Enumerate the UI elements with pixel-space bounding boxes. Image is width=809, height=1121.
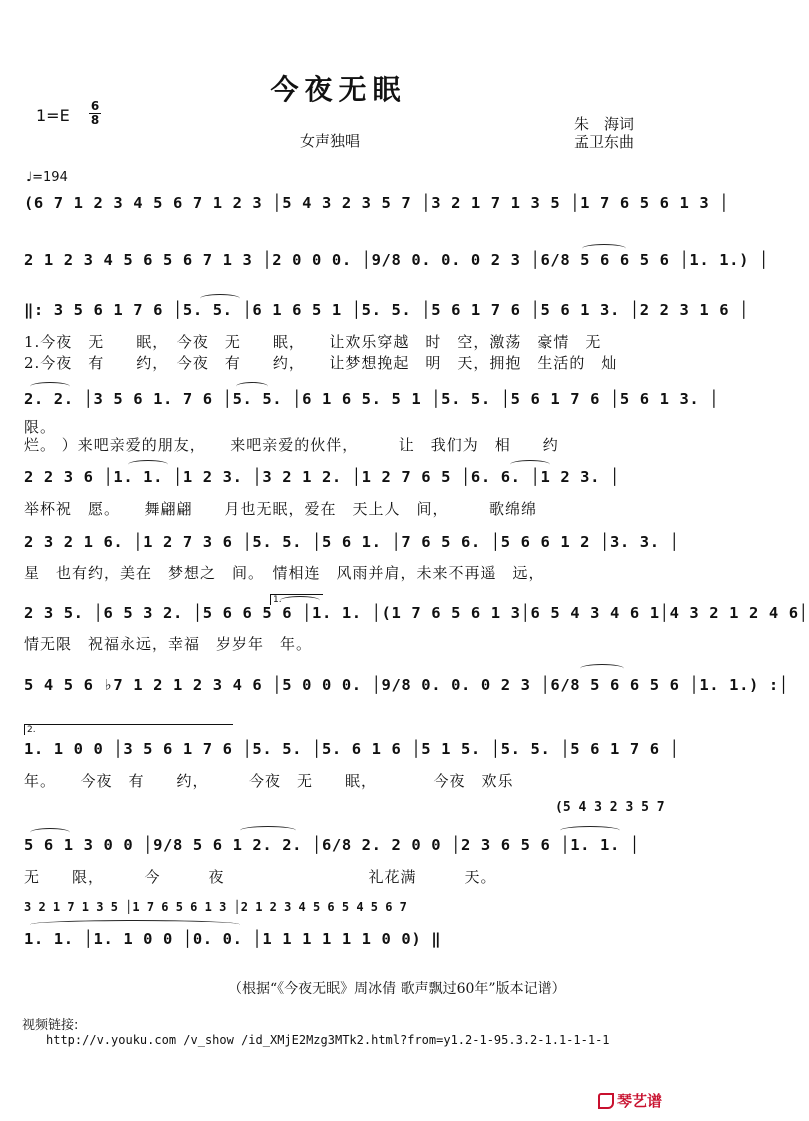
notation-row-7: 2 3 5. │6 5 3 2. │5 6 6 5 6 │1. 1. │(1 7 6 5 6 1 3│6 5 4 3 4 6 1│4 3 2 1 2 4 6│	[24, 604, 809, 622]
video-link-label: 视频链接:	[22, 1018, 79, 1033]
insert-passage-bottom: 3 2 1 7 1 3 5 │1 7 6 5 6 1 3 │2 1 2 3 4 5 6 5 4 5 6 7	[24, 900, 407, 914]
insert-passage-top: (5 4 3 2 3 5 7	[555, 800, 665, 815]
site-watermark	[598, 1090, 662, 1111]
video-link-url[interactable]: http://v.youku.com /v_show /id_XMjE2Mzg3MTk2.html?from=y1.2-1-95.3.2-1.1-1-1-1	[46, 1033, 610, 1047]
lyric-line-6: 年。 今夜 有 约， 今夜 无 眠， 今夜 欢乐	[24, 772, 514, 790]
notation-row-10: 5 6 1 3 0 0 │9/8 5 6 1 2. 2. │6/8 2. 2 0 0 │2 3 6 5 6 │1. 1. │	[24, 836, 640, 854]
slur	[582, 244, 626, 253]
slur	[240, 826, 296, 835]
time-signature	[88, 100, 102, 127]
notation-row-9: 1. 1 0 0 │3 5 6 1 7 6 │5. 5. │5. 6 1 6 │5 1 5. │5. 5. │5 6 1 7 6 │	[24, 740, 680, 758]
performance-type: 女声独唱	[300, 132, 361, 150]
meter-top: 6	[90, 99, 100, 113]
lyric-verse-1-line-1: 1.今夜 无 眠， 今夜 无 眠， 让欢乐穿越 时 空，激荡 豪情 无	[24, 333, 602, 351]
meter-bottom: 8	[90, 113, 100, 127]
slur	[128, 460, 168, 469]
notation-row-11: 1. 1. │1. 1 0 0 │0. 0. │1 1 1 1 1 1 0 0) ‖	[24, 930, 442, 948]
lyric-verse-2-line-1: 2.今夜 有 约， 今夜 有 约， 让梦想挽起 明 天，拥抱 生活的 灿	[24, 354, 618, 372]
notation-row-3: ‖: 3 5 6 1 7 6 │5. 5. │6 1 6 5 1 │5. 5. │5 6 1 7 6 │5 6 1 3. │2 2 3 1 6 │	[24, 301, 750, 319]
lyric-line-5: 情无限 祝福永远，幸福 岁岁年 年。	[24, 635, 313, 653]
slur	[580, 664, 624, 673]
lyric-line-7: 无 限， 今 夜 礼花满 天。	[24, 868, 497, 886]
first-ending-bracket: 1.	[270, 594, 323, 605]
lyric-line-2a: 限。	[24, 418, 57, 436]
slur	[510, 460, 550, 469]
lyricist: 朱 海词	[574, 115, 635, 133]
watermark-text: 琴艺谱	[617, 1092, 663, 1110]
slur	[30, 828, 70, 837]
tempo-marking: ♩=194	[26, 170, 68, 185]
lyric-line-2b: 烂。 ）来吧亲爱的朋友， 来吧亲爱的伙伴， 让 我们为 相 约	[24, 436, 559, 454]
slur	[560, 826, 620, 835]
credits	[574, 115, 634, 151]
notation-row-6: 2 3 2 1 6. │1 2 7 3 6 │5. 5. │5 6 1. │7 6 5 6. │5 6 6 1 2 │3. 3. │	[24, 533, 680, 551]
notation-row-5: 2 2 3 6 │1. 1. │1 2 3. │3 2 1 2. │1 2 7 6 5 │6. 6. │1 2 3. │	[24, 468, 620, 486]
key-signature: 1=E	[36, 106, 70, 125]
transcription-source-note: （根据“《今夜无眠》周冰倩 歌声飘过60年”版本记谱）	[228, 981, 566, 997]
second-ending-bracket: 2.	[24, 724, 233, 735]
slur	[30, 920, 240, 929]
notation-row-8: 5 4 5 6 ♭7 1 2 1 2 3 4 6 │5 0 0 0. │9/8 0. 0. 0 2 3 │6/8 5 6 6 5 6 │1. 1.) :│	[24, 676, 789, 694]
slur	[30, 382, 70, 391]
composer: 孟卫东曲	[574, 133, 635, 151]
notation-row-4: 2. 2. │3 5 6 1. 7 6 │5. 5. │6 1 6 5. 5 1 │5. 5. │5 6 1 7 6 │5 6 1 3. │	[24, 390, 720, 408]
slur	[280, 596, 320, 605]
lyric-line-3: 举杯祝 愿。 舞翩翩 月也无眠，爱在 天上人 间， 歌绵绵	[24, 500, 538, 518]
lyric-line-4: 星 也有约，美在 梦想之 间。 情相连 风雨并肩，未来不再遥 远，	[24, 564, 545, 582]
song-title: 今夜无眠	[270, 73, 407, 106]
slur	[236, 382, 268, 391]
qinyipu-logo-icon	[598, 1093, 614, 1109]
notation-row-1: (6 7 1 2 3 4 5 6 7 1 2 3 │5 4 3 2 3 5 7 │3 2 1 7 1 3 5 │1 7 6 5 6 1 3 │	[24, 194, 730, 212]
slur	[200, 294, 240, 303]
notation-row-2: 2 1 2 3 4 5 6 5 6 7 1 3 │2 0 0 0. │9/8 0. 0. 0 2 3 │6/8 5 6 6 5 6 │1. 1.) │	[24, 251, 769, 269]
